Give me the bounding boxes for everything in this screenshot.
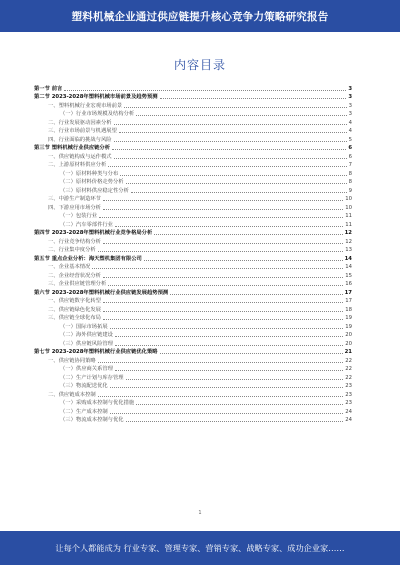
- toc-entry[interactable]: [34, 280, 352, 289]
- toc-entry-page: 6: [348, 145, 352, 151]
- toc-leader-dots: [103, 319, 343, 320]
- toc-heading: 内容目录: [173, 58, 226, 72]
- toc-entry[interactable]: [34, 93, 352, 102]
- toc-entry-page: 12: [344, 230, 352, 236]
- toc-leader-dots: [92, 268, 343, 269]
- toc-entry[interactable]: [34, 152, 352, 161]
- toc-entry-label: （一）国际市场拓展: [60, 323, 108, 330]
- toc-entry[interactable]: [34, 186, 352, 195]
- toc-entry-page: 17: [345, 298, 352, 304]
- toc-entry[interactable]: [34, 416, 352, 425]
- toc-entry-label: 第六节 2023-2028年塑料机械行业供应链发展趋势预测: [34, 289, 169, 296]
- toc-leader-dots: [112, 149, 346, 150]
- toc-leader-dots: [115, 226, 343, 227]
- toc-entry-label: 二、供应链成本控制: [48, 391, 96, 398]
- toc-entry-page: 23: [345, 383, 352, 389]
- toc-entry-page: 15: [345, 272, 352, 279]
- toc-entry[interactable]: [34, 229, 352, 238]
- toc-entry-label: （一）原材料种类与分布: [60, 170, 119, 177]
- toc-entry[interactable]: [34, 178, 352, 187]
- toc-leader-dots: [154, 234, 342, 235]
- toc-entry-label: 三、行业市场前景与机遇展望: [48, 128, 117, 134]
- toc-entry-label: 三、企业供应链管理分析: [48, 281, 107, 287]
- toc-leader-dots: [103, 277, 343, 278]
- toc-entry[interactable]: [34, 365, 352, 374]
- toc-entry-page: 5: [348, 136, 352, 143]
- toc-entry[interactable]: [34, 212, 352, 221]
- table-of-contents: [34, 84, 352, 424]
- toc-leader-dots: [114, 158, 347, 159]
- toc-entry[interactable]: [34, 399, 352, 408]
- toc-entry-page: 16: [345, 281, 352, 287]
- toc-entry[interactable]: [34, 220, 352, 229]
- toc-entry[interactable]: [34, 331, 352, 340]
- toc-entry-label: 一、供应链协同策略: [48, 357, 96, 364]
- toc-entry-label: （一）行业市场规模及结构分析: [60, 111, 135, 117]
- toc-entry-label: （二）生产成本控制: [60, 408, 108, 415]
- toc-entry-page: 10: [345, 204, 352, 211]
- toc-entry-label: 三、中游生产制造环节: [48, 196, 101, 202]
- toc-entry[interactable]: [34, 169, 352, 178]
- toc-entry-label: 二、行业集中度分析: [48, 247, 96, 253]
- toc-entry[interactable]: [34, 144, 352, 153]
- toc-leader-dots: [114, 124, 347, 125]
- toc-entry-page: 24: [345, 417, 352, 423]
- toc-entry[interactable]: [34, 195, 352, 204]
- toc-entry[interactable]: [34, 263, 352, 272]
- toc-entry-label: （二）海外供应链建设: [60, 332, 113, 338]
- toc-entry[interactable]: [34, 135, 352, 144]
- toc-leader-dots: [126, 421, 344, 422]
- toc-entry-label: 第一节 前言: [34, 85, 63, 92]
- page-number: 1: [198, 510, 202, 516]
- toc-entry-label: （一）供应商关系管理: [60, 366, 113, 372]
- toc-leader-dots: [115, 370, 343, 371]
- toc-leader-dots: [170, 294, 342, 295]
- toc-entry[interactable]: [34, 203, 352, 212]
- toc-entry[interactable]: [34, 314, 352, 323]
- toc-entry-label: 第二节 2023-2028年塑料机械市场前景及趋势预测: [34, 94, 158, 100]
- toc-entry[interactable]: [34, 348, 352, 357]
- toc-entry-label: 四、下游应用市场分析: [48, 204, 101, 211]
- toc-entry-page: 22: [345, 357, 352, 364]
- toc-leader-dots: [64, 90, 346, 91]
- toc-leader-dots: [98, 362, 344, 363]
- toc-entry-page: 6: [348, 153, 352, 160]
- toc-leader-dots: [98, 251, 344, 252]
- toc-leader-dots: [115, 336, 343, 337]
- toc-entry-label: 一、塑料机械行业宏观市场前景: [48, 102, 123, 109]
- toc-entry-page: 12: [345, 238, 352, 245]
- toc-leader-dots: [110, 413, 344, 414]
- report-title: 塑料机械企业通过供应链提升核心竞争力策略研究报告: [71, 10, 329, 23]
- toc-entry-page: 19: [345, 315, 352, 321]
- toc-entry-label: 二、上游原材料供应分析: [48, 162, 107, 168]
- toc-entry-label: 二、企业经营状况分析: [48, 272, 101, 279]
- toc-entry[interactable]: [34, 407, 352, 416]
- toc-entry-page: 11: [345, 213, 352, 219]
- toc-entry-page: 22: [345, 366, 352, 372]
- toc-entry-page: 14: [345, 264, 352, 270]
- toc-entry-page: 22: [345, 374, 352, 381]
- toc-leader-dots: [124, 107, 346, 108]
- toc-leader-dots: [136, 404, 343, 405]
- toc-leader-dots: [110, 387, 344, 388]
- toc-entry-label: 第三节 塑料机械行业供应链分析: [34, 145, 111, 151]
- toc-entry-page: 17: [344, 289, 352, 296]
- toc-entry[interactable]: [34, 237, 352, 246]
- toc-entry[interactable]: [34, 297, 352, 306]
- toc-entry-label: （三）原材料供应稳定性分析: [60, 187, 129, 194]
- toc-entry[interactable]: [34, 271, 352, 280]
- toc-entry-page: 24: [345, 408, 352, 415]
- toc-entry[interactable]: [34, 110, 352, 119]
- toc-entry-page: 10: [345, 196, 352, 202]
- toc-leader-dots: [103, 243, 343, 244]
- toc-entry-label: （二）汽车零部件行业: [60, 221, 113, 228]
- toc-leader-dots: [103, 200, 343, 201]
- toc-entry[interactable]: [34, 356, 352, 365]
- toc-entry-page: 3: [348, 102, 352, 109]
- toc-leader-dots: [108, 285, 343, 286]
- toc-entry-label: （二）原材料价格走势分析: [60, 179, 124, 185]
- toc-leader-dots: [160, 98, 347, 99]
- toc-entry-page: 3: [348, 85, 352, 92]
- toc-entry-label: 第五节 重点企业分析：海天塑机集团有限公司: [34, 255, 142, 262]
- toc-entry[interactable]: [34, 322, 352, 331]
- toc-entry-page: 20: [345, 332, 352, 338]
- toc-entry-page: 14: [344, 255, 352, 262]
- toc-entry-label: （三）物流配送优化: [60, 383, 108, 389]
- toc-entry-page: 8: [348, 179, 352, 185]
- toc-entry[interactable]: [34, 382, 352, 391]
- toc-entry[interactable]: [34, 305, 352, 314]
- toc-leader-dots: [114, 141, 347, 142]
- toc-entry-page: 11: [345, 221, 352, 228]
- toc-entry-page: 23: [345, 391, 352, 398]
- toc-leader-dots: [103, 209, 343, 210]
- toc-leader-dots: [126, 379, 344, 380]
- toc-entry-label: 二、供应链绿色化发展: [48, 306, 101, 313]
- toc-entry[interactable]: [34, 84, 352, 93]
- toc-entry-page: 7: [348, 162, 352, 168]
- toc-leader-dots: [103, 302, 343, 303]
- toc-entry-page: 3: [348, 111, 352, 117]
- toc-entry[interactable]: [34, 246, 352, 255]
- toc-leader-dots: [110, 328, 344, 329]
- toc-leader-dots: [160, 353, 343, 354]
- toc-entry-label: （一）包装行业: [60, 213, 98, 219]
- toc-entry[interactable]: [34, 118, 352, 127]
- toc-entry-page: 4: [348, 119, 352, 126]
- toc-leader-dots: [99, 217, 343, 218]
- toc-entry-page: 13: [345, 247, 352, 253]
- toc-entry-label: （三）供应链风险管理: [60, 340, 113, 347]
- toc-leader-dots: [126, 183, 347, 184]
- toc-leader-dots: [120, 175, 346, 176]
- toc-leader-dots: [119, 132, 347, 133]
- toc-entry-page: 3: [348, 94, 352, 100]
- toc-entry-label: （三）物流成本控制与优化: [60, 417, 124, 423]
- toc-entry-page: 4: [348, 128, 352, 134]
- toc-leader-dots: [115, 345, 343, 346]
- toc-entry-label: 三、供应链全球化布局: [48, 315, 101, 321]
- toc-entry-page: 18: [345, 306, 352, 313]
- toc-entry-label: 二、行业发展驱动因素分析: [48, 119, 112, 126]
- toc-entry[interactable]: [34, 127, 352, 136]
- toc-entry-page: 8: [348, 170, 352, 177]
- toc-entry-label: 一、行业竞争结构分析: [48, 238, 101, 245]
- toc-entry[interactable]: [34, 390, 352, 399]
- toc-entry-label: 第四节 2023-2028年塑料机械行业竞争格局分析: [34, 230, 153, 236]
- toc-leader-dots: [103, 311, 343, 312]
- toc-entry-label: 一、企业基本情况: [48, 264, 91, 270]
- toc-entry[interactable]: [34, 339, 352, 348]
- toc-entry[interactable]: [34, 101, 352, 110]
- toc-entry-page: 21: [344, 349, 352, 355]
- footer-slogan: 让每个人都能成为 行业专家、管理专家、营销专家、战略专家、成功企业家……: [55, 542, 345, 553]
- toc-entry-label: （一）采购成本控制与优化措施: [60, 400, 135, 406]
- toc-entry-page: 23: [345, 400, 352, 406]
- toc-entry[interactable]: [34, 288, 352, 297]
- toc-leader-dots: [108, 166, 346, 167]
- toc-leader-dots: [144, 260, 343, 261]
- toc-leader-dots: [98, 396, 344, 397]
- toc-entry-page: 19: [345, 323, 352, 330]
- toc-entry[interactable]: [34, 373, 352, 382]
- toc-entry-page: 9: [348, 187, 352, 194]
- toc-entry-label: （二）生产计划与库存管理: [60, 374, 124, 381]
- toc-entry[interactable]: [34, 161, 352, 170]
- toc-entry-label: 四、行业面临的挑战与风险: [48, 136, 112, 143]
- toc-entry-label: 一、供应链数字化转型: [48, 298, 101, 304]
- header-banner: [0, 0, 400, 32]
- toc-entry-page: 20: [345, 340, 352, 347]
- toc-entry[interactable]: [34, 254, 352, 263]
- footer-banner: [0, 531, 400, 565]
- toc-leader-dots: [136, 115, 346, 116]
- toc-leader-dots: [131, 192, 347, 193]
- toc-entry-label: 第七节 2023-2028年塑料机械行业供应链优化策略: [34, 349, 158, 355]
- toc-entry-label: 一、供应链构成与运作模式: [48, 153, 112, 160]
